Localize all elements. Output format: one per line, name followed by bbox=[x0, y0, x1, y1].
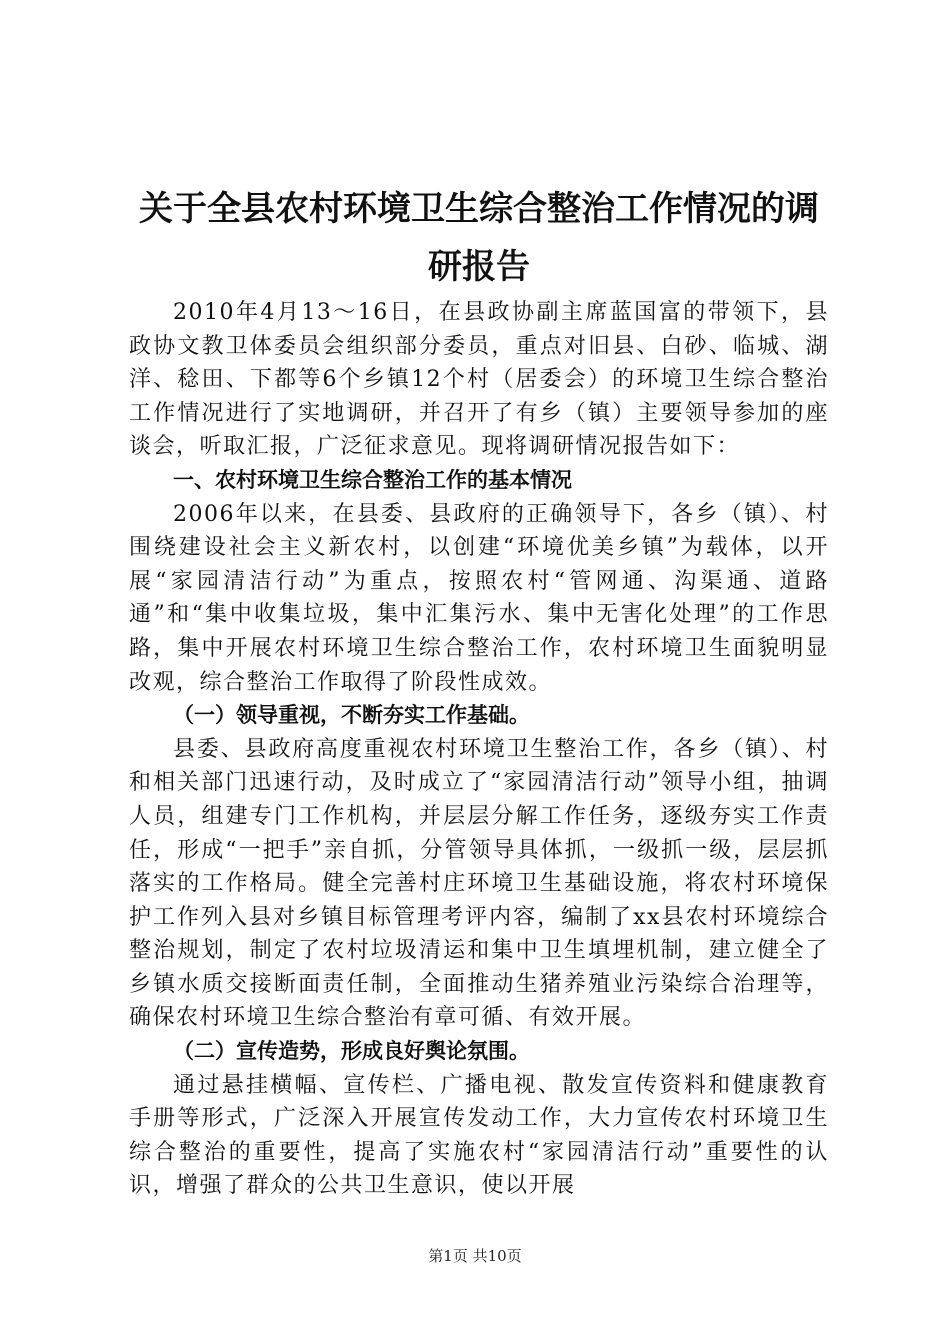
document-page bbox=[129, 180, 829, 1203]
document-title: 关于全县农村环境卫生综合整治工作情况的调研报告 bbox=[139, 189, 819, 287]
section-heading-1: 一、农村环境卫生综合整治工作的基本情况 bbox=[173, 467, 572, 492]
paragraph-leadership: 县委、县政府高度重视农村环境卫生整治工作，各乡（镇）、村和相关部门迅速行动，及时成立了“家园清洁行动”领导小组，抽调人员，组建专门工作机构，并层层分解工作任务，逐级夯实工作责任，形成“一把手”亲自抓，分管领导具体抓，一级抓一级，层层抓落实的工作格局。健全完善村庄环境卫生基础设施，将农村环境保护工作列入县对乡镇目标管理考评内容，编制了xx县农村环境综合整治规划，制定了农村垃圾清运和集中卫生填埋机制，建立健全了乡镇水质交接断面责任制，全面推动生猪养殖业污染综合治理等，确保农村环境卫生综合整治有章可循、有效开展。 bbox=[129, 736, 829, 1031]
paragraph-intro: 2010年4月13～16日，在县政协副主席蓝国富的带领下，县政协文教卫体委员会组织部分委员，重点对旧县、白砂、临城、湖洋、稔田、下都等6个乡镇12个村（居委会）的环境卫生综合整治工作情况进行了实地调研，并召开了有乡（镇）主要领导参加的座谈会，听取汇报，广泛征求意见。现将调研情况报告如下： bbox=[129, 300, 829, 460]
paragraph-publicity: 通过悬挂横幅、宣传栏、广播电视、散发宣传资料和健康教育手册等形式，广泛深入开展宣传发动工作，大力宣传农村环境卫生综合整治的重要性，提高了实施农村“家园清洁行动”重要性的认识，增强了群众的公共卫生意识，使以开展 bbox=[129, 1072, 829, 1199]
document-body bbox=[129, 296, 829, 1203]
page-footer: 第1页 共10页 bbox=[428, 1247, 522, 1265]
paragraph-basic-situation: 2006年以来，在县委、县政府的正确领导下，各乡（镇）、村围绕建设社会主义新农村，以创建“环境优美乡镇”为载体，以开展“家园清洁行动”为重点，按照农村“管网通、沟渠通、道路通”和“集中收集垃圾，集中汇集污水、集中无害化处理”的工作思路，集中开展农村环境卫生综合整治工作，农村环境卫生面貌明显改观，综合整治工作取得了阶段性成效。 bbox=[129, 501, 829, 695]
subsection-heading-1: （一）领导重视，不断夯实工作基础。 bbox=[173, 703, 530, 728]
subsection-heading-2: （二）宣传造势，形成良好舆论氛围。 bbox=[173, 1039, 530, 1064]
